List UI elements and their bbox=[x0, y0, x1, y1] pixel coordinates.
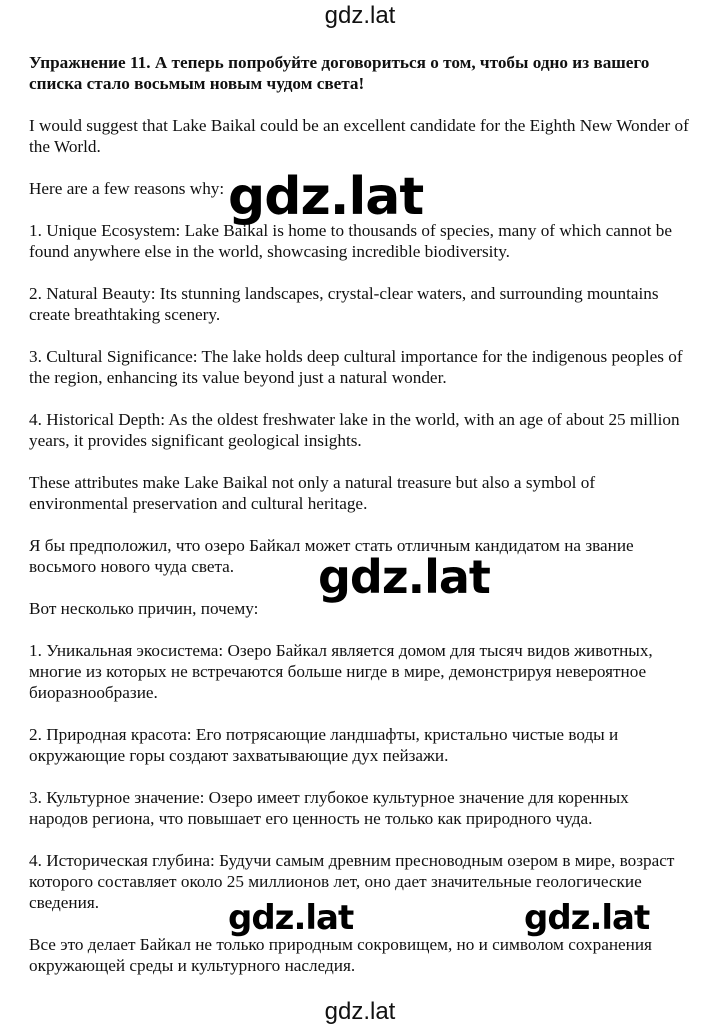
watermark-overlay: gdz.lat bbox=[318, 550, 490, 604]
russian-reasons-lead: Вот несколько причин, почему: bbox=[29, 599, 259, 618]
russian-conclusion: Все это делает Байкал не только природным сокровищем, но и символом сохранения окружающей среды и культурного наследия. bbox=[29, 935, 652, 975]
english-reason-4: 4. Historical Depth: As the oldest freshwater lake in the world, with an age of about 25 million years, it provides significant geological insights. bbox=[29, 410, 680, 450]
footer-watermark: gdz.lat bbox=[324, 998, 396, 1025]
english-reasons-lead: Here are a few reasons why: bbox=[29, 179, 225, 198]
watermark-overlay: gdz.lat bbox=[228, 898, 354, 938]
russian-reason-3: 3. Культурное значение: Озеро имеет глубокое культурное значение для коренных народов региона, что повышает его ценность не только как природного чуда. bbox=[29, 788, 629, 828]
english-conclusion: These attributes make Lake Baikal not only a natural treasure but also a symbol of environmental preservation and cultural heritage. bbox=[29, 473, 596, 513]
english-reason-3: 3. Cultural Significance: The lake holds deep cultural importance for the indigenous peoples of the region, enhancing its value beyond just a natural wonder. bbox=[29, 347, 683, 387]
russian-reason-2: 2. Природная красота: Его потрясающие ландшафты, кристально чистые воды и окружающие горы создают захватывающие дух пейзажи. bbox=[29, 725, 619, 765]
watermark-overlay: gdz.lat bbox=[228, 167, 424, 227]
exercise-title: Упражнение 11. А теперь попробуйте договориться о том, чтобы одно из вашего списка стало восьмым новым чудом света! bbox=[29, 53, 650, 93]
russian-intro: Я бы предположил, что озеро Байкал может стать отличным кандидатом на звание восьмого нового чуда света. bbox=[29, 536, 634, 576]
russian-reason-4: 4. Историческая глубина: Будучи самым древним пресноводным озером в мире, возраст которого составляет около 25 миллионов лет, оно дает значительные геологические сведения. bbox=[29, 851, 675, 912]
russian-reason-1: 1. Уникальная экосистема: Озеро Байкал является домом для тысяч видов животных, многие из которых не встречаются больше нигде в мире, демонстрируя невероятное биоразнообразие. bbox=[29, 641, 653, 702]
english-reason-2: 2. Natural Beauty: Its stunning landscapes, crystal-clear waters, and surrounding mountains create breathtaking scenery. bbox=[29, 284, 659, 324]
watermark-overlay: gdz.lat bbox=[524, 898, 650, 938]
header-watermark: gdz.lat bbox=[324, 2, 396, 29]
english-intro: I would suggest that Lake Baikal could be an excellent candidate for the Eighth New Wonder of the World. bbox=[29, 116, 689, 156]
english-reason-1: 1. Unique Ecosystem: Lake Baikal is home to thousands of species, many of which cannot be found anywhere else in the world, showcasing incredible biodiversity. bbox=[29, 221, 672, 261]
